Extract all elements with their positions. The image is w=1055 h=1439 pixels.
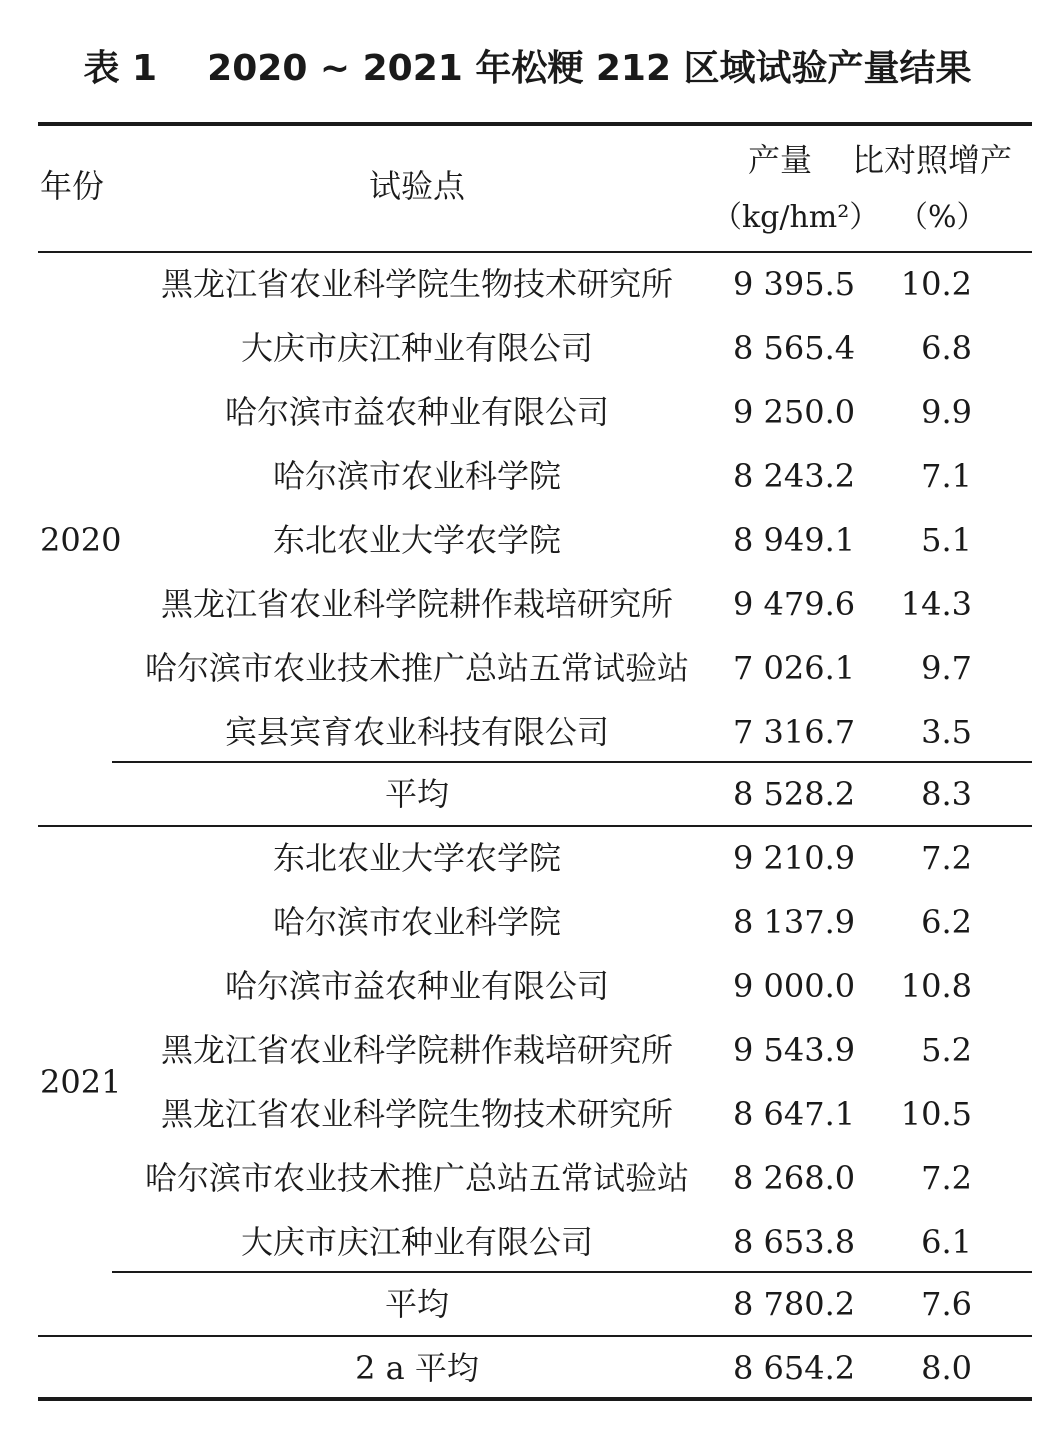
- yield-cell: 8 243.2: [733, 457, 856, 495]
- increase-cell: 14.3: [900, 585, 972, 623]
- yield-cell: 8 268.0: [733, 1159, 856, 1197]
- yield-cell: 8 137.9: [733, 903, 856, 941]
- increase-cell: 10.8: [900, 967, 972, 1005]
- header-increase: 比对照增产: [852, 141, 1013, 179]
- site-cell: 哈尔滨市益农种业有限公司: [224, 393, 609, 431]
- yield-cell: 8 949.1: [733, 521, 856, 559]
- average-increase: 7.6: [921, 1285, 972, 1323]
- overall-increase: 8.0: [921, 1349, 972, 1387]
- increase-cell: 6.2: [921, 903, 972, 941]
- yield-cell: 8 647.1: [733, 1095, 856, 1133]
- header-yield-unit: （kg/hm²）: [712, 200, 880, 235]
- site-cell: 哈尔滨市农业科学院: [272, 903, 561, 941]
- increase-cell: 7.2: [921, 1159, 972, 1197]
- site-cell: 东北农业大学农学院: [272, 521, 561, 559]
- yield-cell: 9 395.5: [733, 265, 856, 303]
- header-yield: 产量: [748, 141, 813, 179]
- increase-cell: 9.7: [921, 649, 972, 687]
- site-cell: 哈尔滨市农业技术推广总站五常试验站: [144, 1159, 689, 1197]
- group-rule: [38, 825, 1032, 827]
- site-cell: 哈尔滨市农业科学院: [272, 457, 561, 495]
- site-cell: 黑龙江省农业科学院耕作栽培研究所: [160, 585, 673, 623]
- increase-cell: 6.8: [921, 329, 972, 367]
- increase-cell: 10.2: [900, 265, 972, 303]
- average-increase: 8.3: [921, 775, 972, 813]
- yield-cell: 9 543.9: [733, 1031, 856, 1069]
- header-rule: [38, 251, 1032, 253]
- site-cell: 黑龙江省农业科学院生物技术研究所: [160, 1095, 673, 1133]
- year-2021: 2021: [40, 1063, 122, 1101]
- average-label: 平均: [384, 1285, 449, 1323]
- site-cell: 黑龙江省农业科学院耕作栽培研究所: [160, 1031, 673, 1069]
- yield-cell: 7 316.7: [733, 713, 856, 751]
- increase-cell: 5.1: [921, 521, 972, 559]
- increase-cell: 6.1: [921, 1223, 972, 1261]
- overall-label: 2 a 平均: [355, 1349, 479, 1387]
- table-title: 表 1 2020 ~ 2021 年松粳 212 区域试验产量结果: [83, 48, 972, 89]
- yield-cell: 9 000.0: [733, 967, 856, 1005]
- yield-cell: 9 250.0: [733, 393, 856, 431]
- site-cell: 大庆市庆江种业有限公司: [240, 329, 593, 367]
- average-yield: 8 780.2: [733, 1285, 856, 1323]
- bottom-rule: [38, 1397, 1032, 1401]
- site-cell: 东北农业大学农学院: [272, 839, 561, 877]
- header-increase-unit: （%）: [898, 200, 987, 235]
- yield-cell: 7 026.1: [733, 649, 856, 687]
- yield-cell: 9 479.6: [733, 585, 856, 623]
- header-site: 试验点: [368, 167, 465, 205]
- site-cell: 哈尔滨市农业技术推广总站五常试验站: [144, 649, 689, 687]
- yield-cell: 8 653.8: [733, 1223, 856, 1261]
- site-cell: 哈尔滨市益农种业有限公司: [224, 967, 609, 1005]
- average-yield: 8 528.2: [733, 775, 856, 813]
- average-label: 平均: [384, 775, 449, 813]
- site-cell: 黑龙江省农业科学院生物技术研究所: [160, 265, 673, 303]
- increase-cell: 7.2: [921, 839, 972, 877]
- increase-cell: 10.5: [900, 1095, 972, 1133]
- increase-cell: 7.1: [921, 457, 972, 495]
- overall-yield: 8 654.2: [733, 1349, 856, 1387]
- average-rule-2020: [112, 761, 1032, 763]
- average-rule-2021: [112, 1271, 1032, 1273]
- header-year: 年份: [40, 167, 105, 205]
- increase-cell: 9.9: [921, 393, 972, 431]
- increase-cell: 5.2: [921, 1031, 972, 1069]
- overall-rule: [38, 1335, 1032, 1337]
- site-cell: 宾县宾育农业科技有限公司: [224, 713, 609, 751]
- top-rule: [38, 122, 1032, 126]
- site-cell: 大庆市庆江种业有限公司: [240, 1223, 593, 1261]
- yield-cell: 9 210.9: [733, 839, 856, 877]
- yield-cell: 8 565.4: [733, 329, 856, 367]
- increase-cell: 3.5: [921, 713, 972, 751]
- year-2020: 2020: [40, 521, 122, 559]
